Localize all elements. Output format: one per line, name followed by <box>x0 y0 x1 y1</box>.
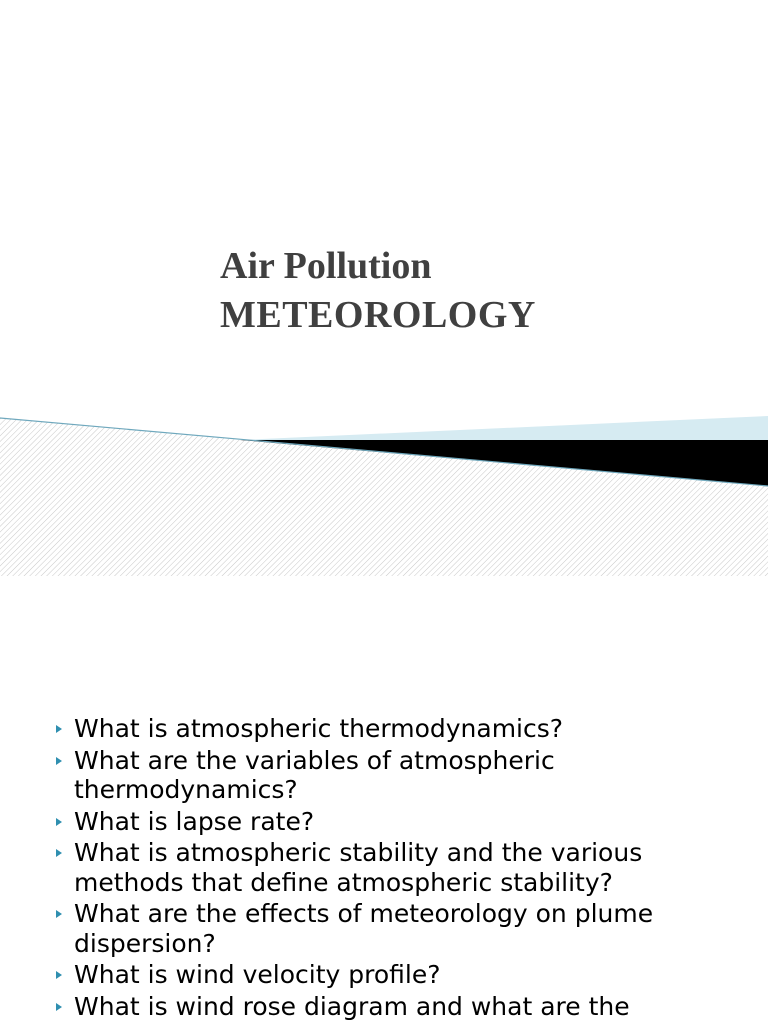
triangle-bullet-icon <box>56 818 62 826</box>
list-item <box>0 807 720 837</box>
triangle-bullet-icon <box>56 757 62 765</box>
list-item-text: What is atmospheric thermodynamics? <box>74 714 564 743</box>
list-item-text: What are the effects of meteorology on plume dispersion? <box>74 899 654 958</box>
triangle-bullet-icon <box>56 1003 62 1011</box>
light-blue-band <box>240 416 768 440</box>
list-item <box>0 992 720 1022</box>
content-slide <box>0 576 768 1024</box>
triangle-bullet-icon <box>56 849 62 857</box>
slide-title <box>220 242 536 340</box>
question-list <box>0 714 720 1023</box>
list-item-text: What is lapse rate? <box>74 806 315 836</box>
list-item <box>0 714 720 744</box>
triangle-bullet-icon <box>56 910 62 918</box>
title-line-meteorology: METEOROLOGY <box>220 294 536 336</box>
title-line-air-pollution: Air Pollution <box>220 245 432 287</box>
list-item <box>0 838 720 897</box>
triangle-bullet-icon <box>56 971 62 979</box>
list-item-text: What is wind velocity profile? <box>74 960 441 989</box>
list-item <box>0 746 720 805</box>
list-item-text: What are the variables of atmospheric thermodynamics? <box>74 745 555 804</box>
list-item <box>0 960 720 990</box>
list-item <box>0 899 720 958</box>
list-item-text: What is wind rose diagram and what are the <box>74 991 630 1021</box>
list-item-text: What is atmospheric stability and the various methods that define atmospheric stability? <box>74 838 643 897</box>
triangle-bullet-icon <box>56 725 62 733</box>
